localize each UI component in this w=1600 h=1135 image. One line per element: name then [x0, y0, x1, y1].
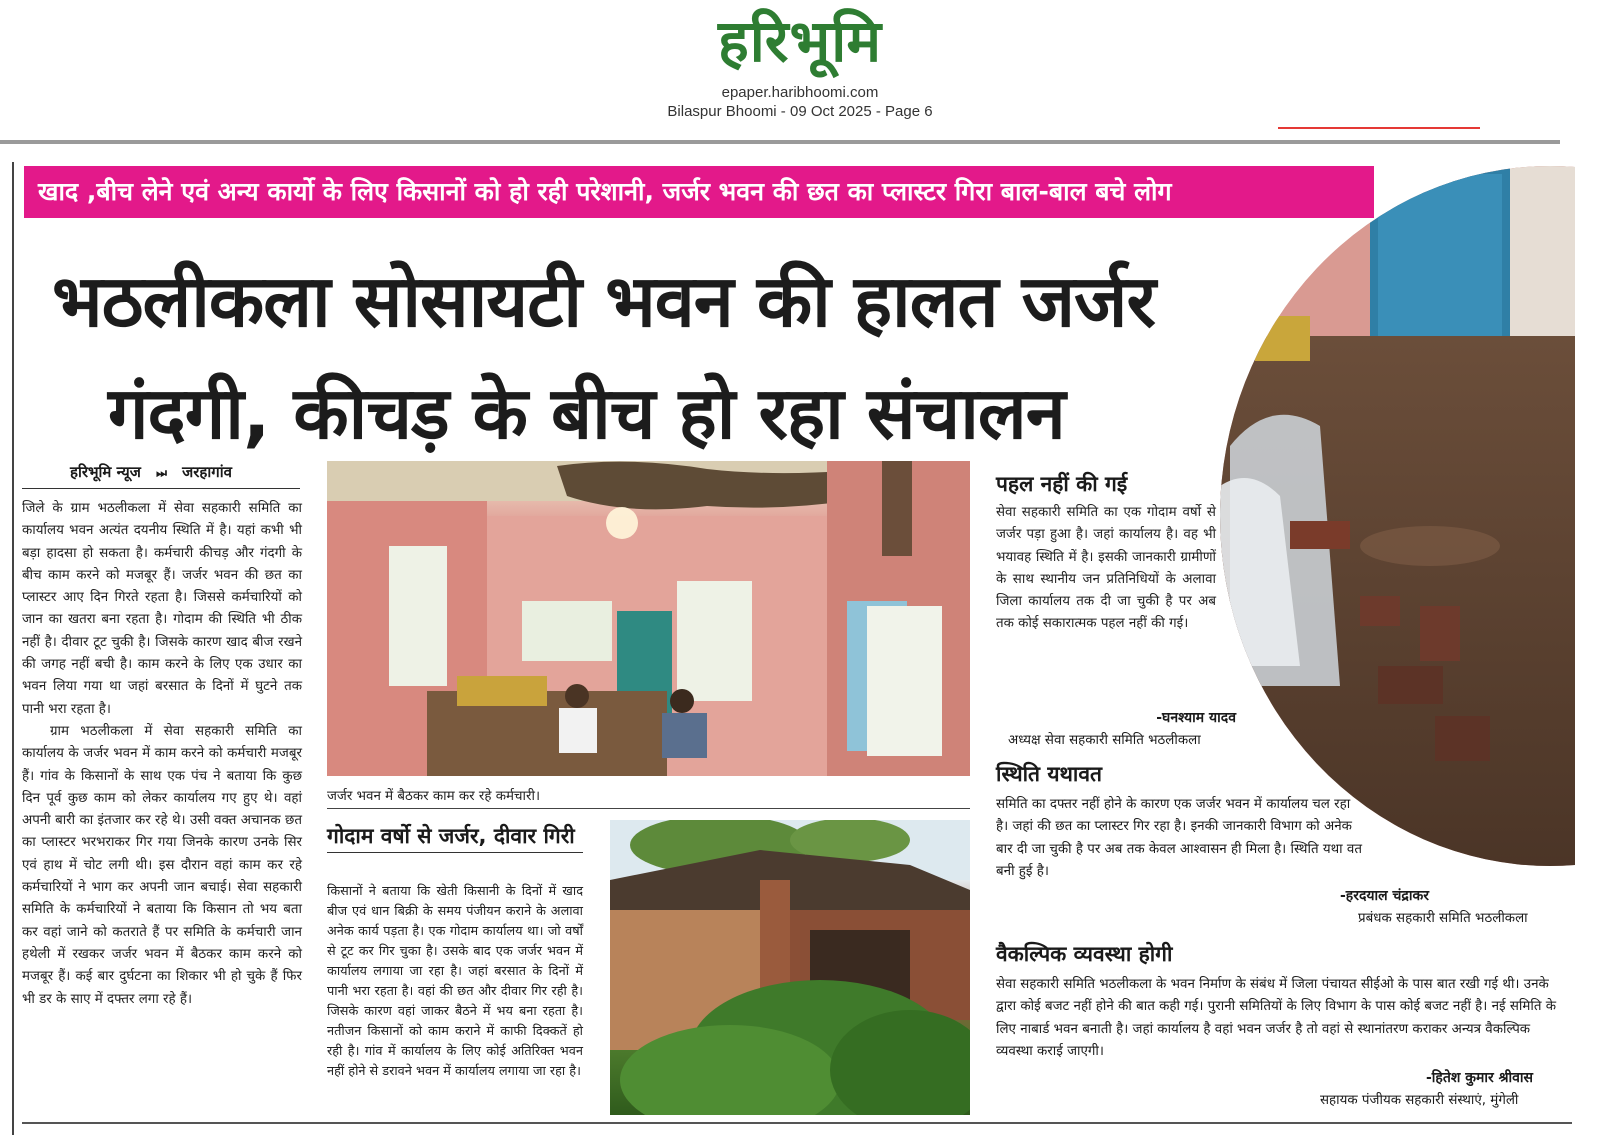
body-paragraph: ग्राम भठलीकला में सेवा सहकारी समिति का कार्यालय के जर्जर भवन में काम करने को कर्मचारी मजबूर हैं। गांव के किसानों के साथ एक पंच ने बताया कि कुछ दिन पूर्व कुछ काम को लेकर कार्यालय गए हुए थे। वहां अपनी बारी का इंतजार कर रहे थे। उसी वक्त अचानक छत का प्लास्टर भरभराकर गिर गया जिनके कारण उनके सिर एवं हाथ में चोट लगी थी। इस दौरान वहां काम कर रहे कर्मचारियों ने भाग कर अपनी जान बचाई। सेवा सहकारी समिति के कर्मचारियों ने बताया कि किसान तो भय बता कर वहां जाने को कतराते हैं पर समिति के कर्मचारी जान हथेली में रखकर जर्जर भवन में बैठकर काम करने को मजबूर हैं। कई बार दुर्घटना का शिकार भी हो चुके हैं फिर भी डर के साए में दफ्तर लगा रहे हैं।: [22, 723, 302, 1007]
site-url: epaper.haribhoomi.com: [721, 84, 879, 101]
strap-headline: खाद ,बीच लेने एवं अन्य कार्यो के लिए किसानों को हो रही परेशानी, जर्जर भवन की छत का प्लास्टर गिरा बाल-बाल बचे लोग: [24, 166, 1374, 218]
quote-author-title: अध्यक्ष सेवा सहकारी समिति भठलीकला: [1008, 733, 1201, 748]
edition-info: Bilaspur Bhoomi - 09 Oct 2025 - Page 6: [667, 103, 933, 120]
article-body: [22, 498, 302, 1011]
photo-collapsed-godown[interactable]: [610, 820, 970, 1115]
quote-author-title: सहायक पंजीयक सहकारी संस्थाएं, मुंगेली: [1320, 1093, 1519, 1108]
byline-source: हरिभूमि न्यूज: [70, 463, 141, 481]
photo-damaged-floor[interactable]: [1210, 166, 1575, 886]
quote-heading: वैकल्पिक व्यवस्था होगी: [996, 942, 1173, 966]
quote-body: सेवा सहकारी समिति भठलीकला के भवन निर्माण के संबंध में जिला पंचायत सीईओ के पास बात रखी गई थी। उनके द्वारा कोई बजट नहीं होने की बात कही गई। पुरानी समितियों के लिए विभाग के पास कोई बजट नहीं है। नई समिति के लिए नाबार्ड भवन बनाती है। जहां कार्यालय है वहां भवन जर्जर है तो वहां से स्थानांतरण कराकर अन्यत्र वैकल्पिक व्यवस्था कराई जाएगी।: [996, 977, 1557, 1059]
godown-body: किसानों ने बताया कि खेती किसानी के दिनों में खाद बीज एवं धान बिक्री के समय पंजीयन कराने के अलावा अनेक कार्य पड़ता है। एक गोदाम कार्यालय था। जो वर्षों से टूट कर गिर चुका है। उसके बाद एक जर्जर भवन में कार्यालय लगाया जा रहा है। जहां बरसात के दिनों में पानी भरा रहता है। वहां की छत और दीवार गिर रही है। जिसके कारण वहां जाकर बैठने में भय बना रहता है। नतीजन किसानों को काम कराने में काफी दिक्कतें हो रही है। गांव में कार्यालय के लिए कोई अतिरिक्त भवन नहीं होने से डरावने भवन में कार्यालय लगाया जा रहा है।: [327, 884, 583, 1079]
quote-heading: पहल नहीं की गई: [996, 472, 1128, 496]
header-divider: [0, 140, 1560, 144]
quote-author: -घनश्याम यादव: [1156, 710, 1236, 726]
photo-caption: जर्जर भवन में बैठकर काम कर रहे कर्मचारी।: [327, 786, 970, 809]
quote-author: -हरदयाल चंद्राकर: [1340, 888, 1429, 904]
quote-author: -हितेश कुमार श्रीवास: [1426, 1070, 1534, 1086]
masthead-logo[interactable]: हरिभूमि: [717, 7, 883, 75]
quote-body: समिति का दफ्तर नहीं होने के कारण एक जर्जर भवन में कार्यालय चल रहा है। जहां की छत का प्लास्टर गिर रहा है। इनकी जानकारी विभाग को अनेक बार दी जा चुकी है पर अब तक केवल आश्वासन ही मिला है। स्थिति यथा वत बनी हुई है।: [996, 797, 1362, 879]
quote-author-title: प्रबंधक सहकारी समिति भठलीकला: [1358, 911, 1528, 926]
byline-arrow-icon: ⏭: [156, 466, 167, 480]
photo-office-interior[interactable]: [327, 461, 970, 776]
bottom-divider: [22, 1122, 1572, 1124]
byline: [22, 462, 300, 489]
quote-body: सेवा सहकारी समिति का एक गोदाम वर्षो से जर्जर पड़ा हुआ है। जहां कार्यालय है। वह भी भयावह स्थिति में है। इसकी जानकारी ग्रामीणों के साथ स्थानीय जन प्रतिनिधियों के अलावा जिला कार्यालय तक दी जा चुकी है पर अब तक कोई सकारात्मक पहल नहीं की गई।: [996, 505, 1216, 632]
quote-heading: स्थिति यथावत: [996, 762, 1103, 786]
godown-heading: गोदाम वर्षो से जर्जर, दीवार गिरी: [327, 822, 583, 853]
headline-secondary: गंदगी, कीचड़ के बीच हो रहा संचालन: [108, 371, 1065, 455]
accent-line: [1278, 127, 1480, 129]
byline-place: जरहागांव: [182, 463, 232, 481]
headline-main: भठलीकला सोसायटी भवन की हालत जर्जर: [52, 259, 1155, 343]
body-paragraph: जिले के ग्राम भठलीकला में सेवा सहकारी समिति का कार्यालय भवन अत्यंत दयनीय स्थिति में है। यहां कभी भी बड़ा हादसा हो सकता है। कर्मचारी कीचड़ और गंदगी के बीच काम करने को मजबूर हैं। जर्जर भवन की छत का प्लास्टर आए दिन गिरते रहता है। जिससे कर्मचारियों को जान का खतरा बना रहता है। गोदाम की स्थिति भी ठीक नहीं है। दीवार टूट चुकी है। जिसके कारण खाद बीज रखने की जगह नहीं बची है। काम करने के लिए एक उधार का भवन लिया गया था जहां बरसात के दिनों में घुटने तक पानी भरा रहता है।: [22, 501, 302, 717]
